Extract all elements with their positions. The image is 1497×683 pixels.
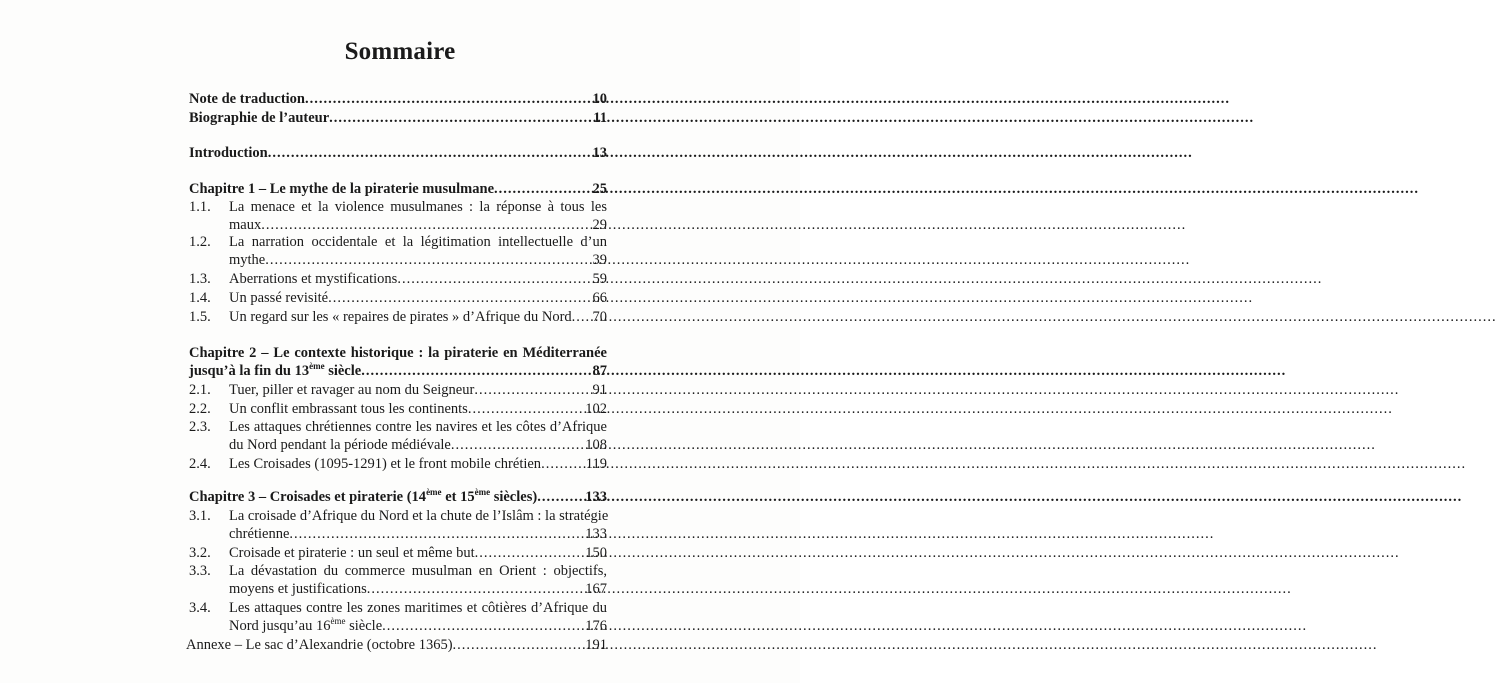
section-title-line: La menace et la violence musulmanes : la réponse à tous les: [229, 199, 607, 215]
section-number: 1.3.: [189, 271, 211, 287]
section-number: 2.1.: [189, 382, 211, 398]
toc-entry-biographie: Biographie de l’auteur ..... 11: [189, 110, 607, 130]
section-number: 1.4.: [189, 290, 211, 306]
section-number: 3.2.: [189, 545, 211, 561]
section-title-line: La narration occidentale et la légitimation intellectuelle d’un: [229, 234, 607, 250]
toc-section-1-3: Aberrations et mystifications ..... 59: [229, 271, 607, 291]
section-number: 1.2.: [189, 234, 211, 250]
toc-section-1-1: maux ..... 29: [229, 217, 607, 237]
toc-chapter-2: jusqu’à la fin du 13ème siècle ..... 87: [189, 363, 607, 383]
section-number: 1.5.: [189, 309, 211, 325]
section-number: 2.4.: [189, 456, 211, 472]
section-number: 2.3.: [189, 419, 211, 435]
toc-section-2-4: Les Croisades (1095-1291) et le front mobile chrétien ..... 119: [229, 456, 607, 476]
section-title-line: La croisade d’Afrique du Nord et la chute de l’Islâm : la stratégie: [229, 508, 609, 524]
section-number: 2.2.: [189, 401, 211, 417]
toc-section-3-1: chrétienne ..... 133: [229, 526, 607, 546]
toc-section-3-4: Nord jusqu’au 16ème siècle ..... 176: [229, 618, 607, 638]
toc-section-3-2: Croisade et piraterie : un seul et même but ..... 150: [229, 545, 607, 565]
section-title-line: Les attaques chrétiennes contre les navires et les côtes d’Afrique: [229, 419, 607, 435]
toc-chapter-1: Chapitre 1 – Le mythe de la piraterie musulmane ..... 25: [189, 181, 607, 201]
section-title-line: La dévastation du commerce musulman en Orient : objectifs,: [229, 563, 607, 579]
toc-section-1-2: mythe ..... 39: [229, 252, 607, 272]
toc-section-1-5: Un regard sur les « repaires de pirates » d’Afrique du Nord ..... 70: [229, 309, 607, 329]
section-number: 3.1.: [189, 508, 211, 524]
toc-section-1-4: Un passé revisité ..... 66: [229, 290, 607, 310]
section-number: 1.1.: [189, 199, 211, 215]
section-number: 3.3.: [189, 563, 211, 579]
toc-section-2-3: du Nord pendant la période médiévale ..... 108: [229, 437, 607, 457]
toc-chapter-3: Chapitre 3 – Croisades et piraterie (14ème et 15ème siècles) ..... 133: [189, 489, 607, 509]
section-title-line: Les attaques contre les zones maritimes et côtières d’Afrique du: [229, 600, 607, 616]
page-title: Sommaire: [344, 38, 456, 65]
toc-chapter-2-line1: Chapitre 2 – Le contexte historique : la piraterie en Méditerranée: [189, 345, 607, 361]
toc-section-3-3: moyens et justifications ..... 167: [229, 581, 607, 601]
toc-annexe: Annexe – Le sac d’Alexandrie (octobre 1365) ..... 191: [186, 637, 607, 657]
section-number: 3.4.: [189, 600, 211, 616]
toc-section-2-1: Tuer, piller et ravager au nom du Seigneur ..... 91: [229, 382, 607, 402]
toc-section-2-2: Un conflit embrassant tous les continents ..... 102: [229, 401, 607, 421]
toc-entry-note: Note de traduction ..... 10: [189, 91, 607, 111]
toc-entry-introduction: Introduction ..... 13: [189, 145, 607, 165]
